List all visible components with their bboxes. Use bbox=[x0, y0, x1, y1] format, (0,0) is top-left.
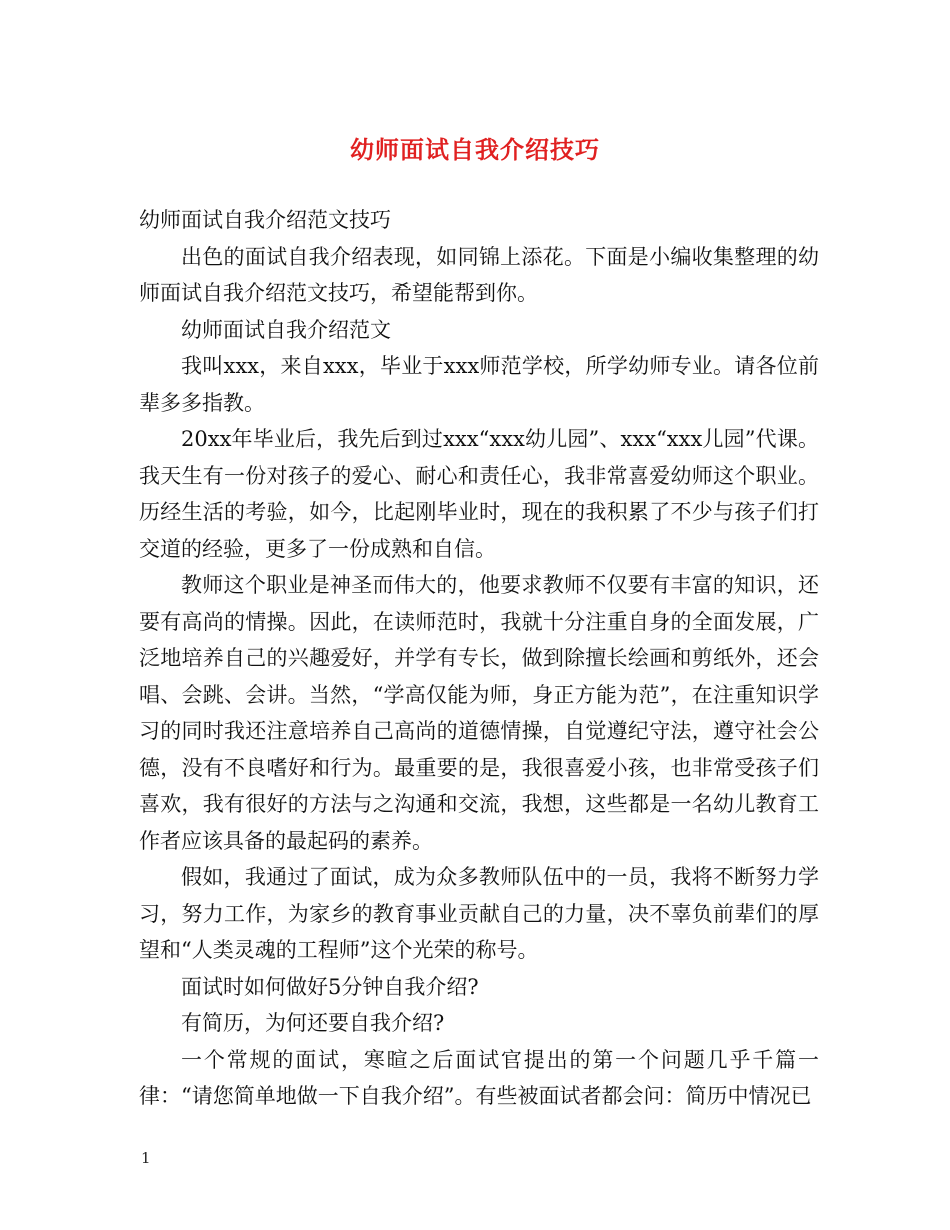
document-body bbox=[139, 202, 819, 1115]
body-paragraph: 幼师面试自我介绍范文技巧 bbox=[139, 208, 391, 232]
body-paragraph: 面试时如何做好5分钟自我介绍? bbox=[181, 974, 479, 999]
body-paragraph: 假如，我通过了面试，成为众多教师队伍中的一员，我将不断努力学习，努力工作，为家乡的教育事业贡献自己的力量，决不辜负前辈们的厚望和“人类灵魂的工程师”这个光荣的称号。 bbox=[139, 865, 819, 962]
body-paragraph: 幼师面试自我介绍范文 bbox=[181, 317, 391, 342]
page-number: 1 bbox=[141, 1149, 151, 1167]
body-paragraph: 20xx年毕业后，我先后到过xxx“xxx幼儿园”、xxx“xxx儿园”代课。我天生有一份对孩子的爱心、耐心和责任心，我非常喜爱幼师这个职业。历经生活的考验，如今，比起刚毕业时，现在的我积累了不少与孩子们打交道的经验，更多了一份成熟和自信。 bbox=[139, 427, 819, 561]
document-title: 幼师面试自我介绍技巧 bbox=[350, 135, 600, 164]
body-paragraph: 教师这个职业是神圣而伟大的，他要求教师不仅要有丰富的知识，还要有高尚的情操。因此，在读师范时，我就十分注重自身的全面发展，广泛地培养自己的兴趣爱好，并学有专长，做到除擅长绘画和剪纸外，还会唱、会跳、会讲。当然，“学高仅能为师，身正方能为范”，在注重知识学习的同时我还注意培养自己高尚的道德情操，自觉遵纪守法，遵守社会公德，没有不良嗜好和行为。最重要的是，我很喜爱小孩，也非常受孩子们喜欢，我有很好的方法与之沟通和交流，我想，这些都是一名幼儿教育工作者应该具备的最起码的素养。 bbox=[139, 573, 819, 853]
body-paragraph: 出色的面试自我介绍表现，如同锦上添花。下面是小编收集整理的幼师面试自我介绍范文技巧，希望能帮到你。 bbox=[139, 244, 819, 305]
body-paragraph: 有简历，为何还要自我介绍? bbox=[181, 1011, 445, 1035]
body-paragraph: 我叫xxx，来自xxx，毕业于xxx师范学校，所学幼师专业。请各位前辈多多指教。 bbox=[139, 354, 819, 415]
body-paragraph: 一个常规的面试，寒暄之后面试官提出的第一个问题几乎千篇一律：“请您简单地做一下自我介绍”。有些被面试者都会问：简历中情况已 bbox=[139, 1047, 819, 1108]
